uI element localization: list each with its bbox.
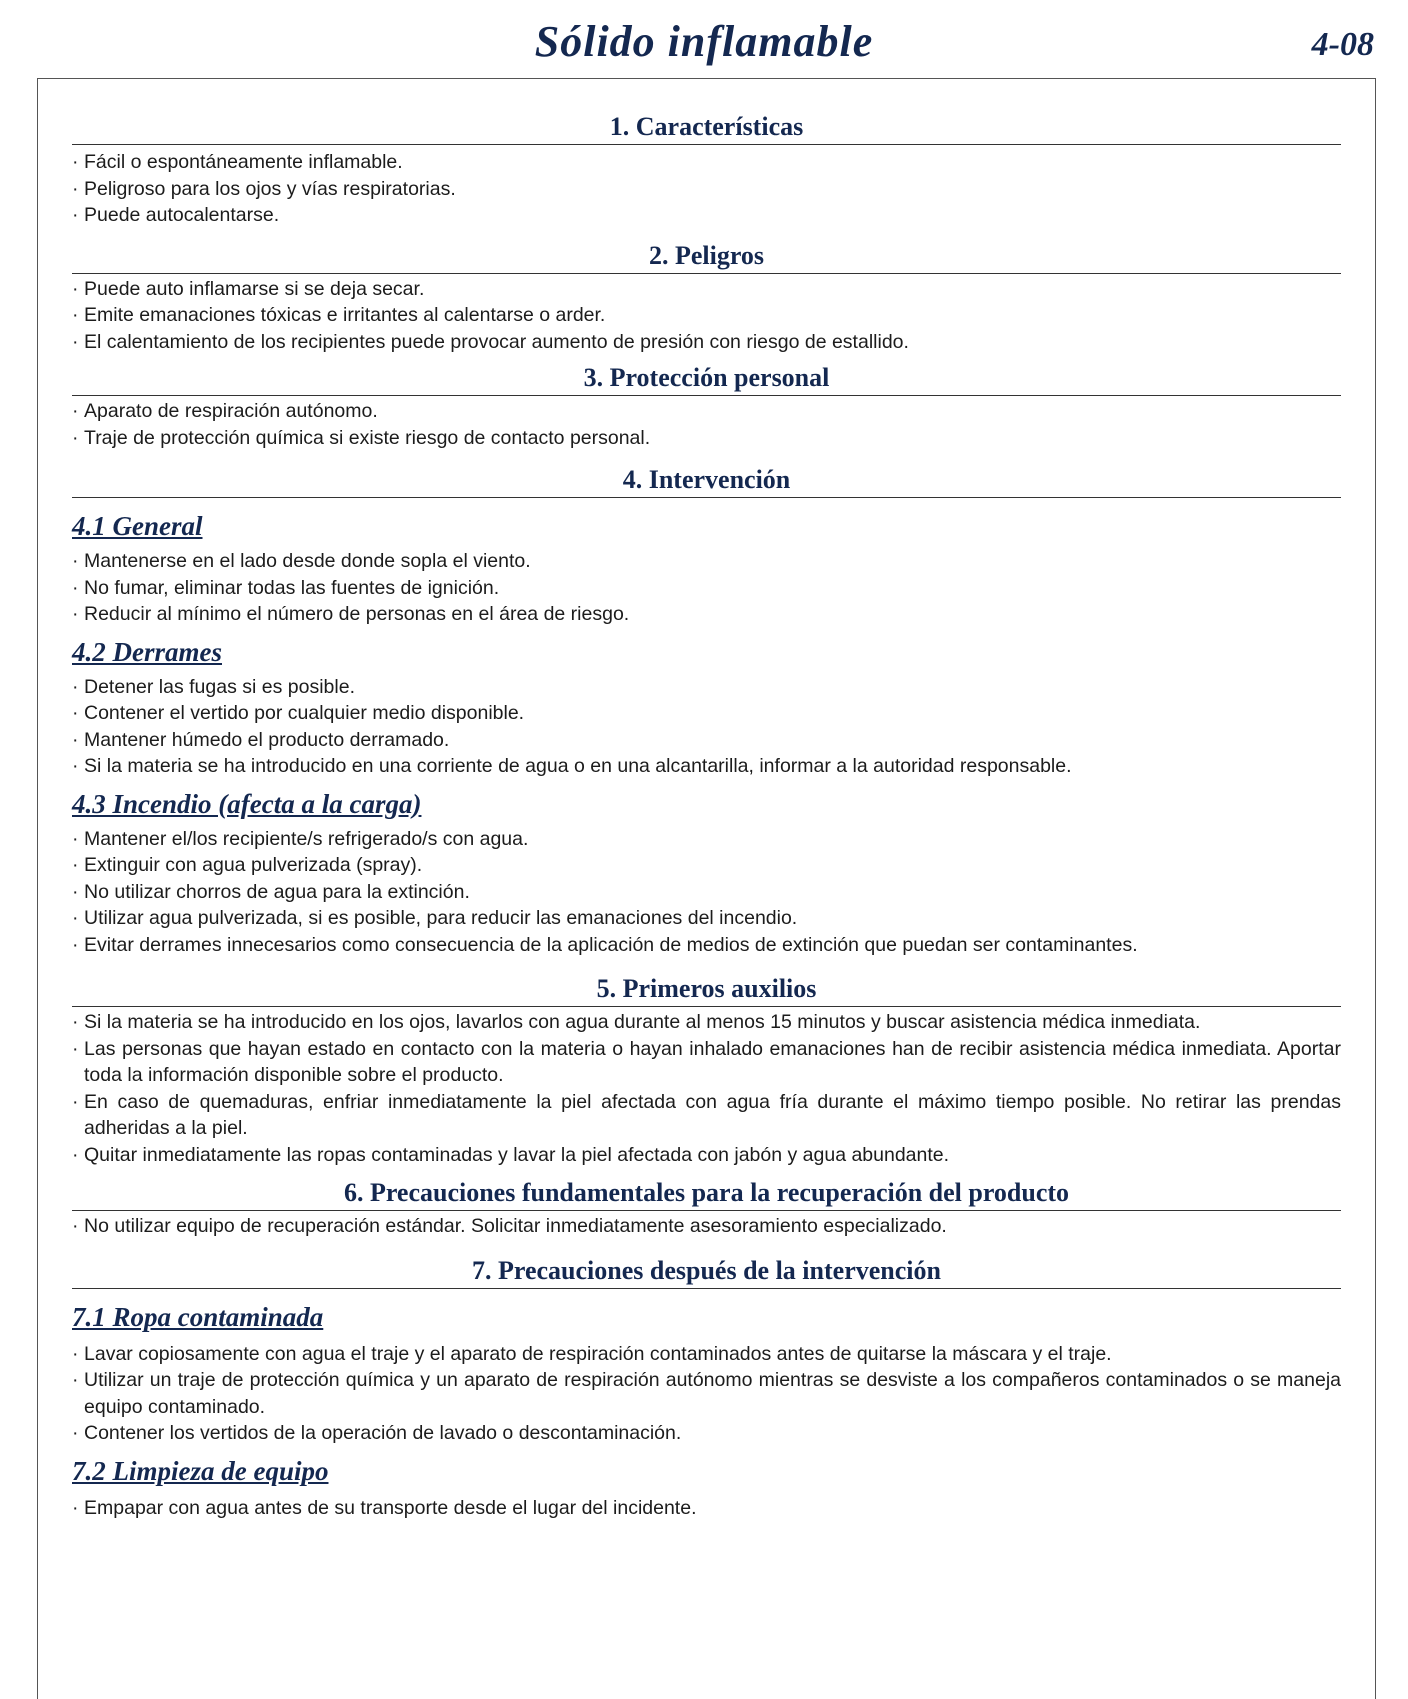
list-item: · Lavar copiosamente con agua el traje y el aparato de respiración contaminados antes de quitarse la máscara y el traje. [72,1341,1341,1368]
list-item: · Fácil o espontáneamente inflamable. [72,149,1341,176]
section-primeros-auxilios [72,972,1341,1168]
list-item: · Utilizar un traje de protección química y un aparato de respiración autónomo mientras se desviste a los compañeros contaminados o se maneja equipo contaminado. [72,1367,1341,1420]
bullet-list [72,826,1341,959]
list-item: · Las personas que hayan estado en contacto con la materia o hayan inhalado emanaciones han de recibir asistencia médica inmediata. Aportar toda la información disponible sobre el producto. [72,1036,1341,1089]
section-precauciones-recuperacion [72,1176,1341,1240]
list-item: · El calentamiento de los recipientes puede provocar aumento de presión con riesgo de estallido. [72,329,1341,356]
section-heading: 6. Precauciones fundamentales para la recuperación del producto [72,1176,1341,1211]
list-item: · Mantener el/los recipiente/s refrigerado/s con agua. [72,826,1341,853]
bullet-list [72,1009,1341,1168]
list-item: · En caso de quemaduras, enfriar inmediatamente la piel afectada con agua fría durante el máximo tiempo posible. No retirar las prendas adheridas a la piel. [72,1089,1341,1142]
subsection-heading: 4.1 General [72,511,203,541]
subsection-heading: 7.1 Ropa contaminada [72,1301,324,1332]
list-item: · No utilizar chorros de agua para la extinción. [72,879,1341,906]
bullet-list [72,149,1341,229]
section-heading: 1. Características [72,110,1341,145]
subsection-heading: 4.2 Derrames [72,636,222,667]
list-item: · Detener las fugas si es posible. [72,674,1341,701]
list-item: · Puede autocalentarse. [72,202,1341,229]
subsection-heading: 7.2 Limpieza de equipo [72,1455,329,1486]
list-item: · Reducir al mínimo el número de personas en el área de riesgo. [72,601,1341,628]
list-item: · No fumar, eliminar todas las fuentes de ignición. [72,575,1341,602]
list-item: · Utilizar agua pulverizada, si es posible, para reducir las emanaciones del incendio. [72,905,1341,932]
bullet-list [72,398,1341,451]
section-caracteristicas [72,110,1341,229]
bullet-list [72,674,1341,780]
list-item: · Aparato de respiración autónomo. [72,398,1341,425]
bullet-list [72,1213,1341,1240]
section-peligros [72,239,1341,356]
list-item: · Peligroso para los ojos y vías respiratorias. [72,176,1341,203]
document-body [72,110,1341,1521]
section-heading: 4. Intervención [72,463,1341,498]
section-heading: 3. Protección personal [72,361,1341,396]
list-item: · No utilizar equipo de recuperación estándar. Solicitar inmediatamente asesoramiento especializado. [72,1213,1341,1240]
list-item: · Si la materia se ha introducido en una corriente de agua o en una alcantarilla, informar a la autoridad responsable. [72,753,1341,780]
section-precauciones-despues [72,1254,1341,1522]
list-item: · Evitar derrames innecesarios como consecuencia de la aplicación de medios de extinción que puedan ser contaminantes. [72,932,1341,959]
list-item: · Puede auto inflamarse si se deja secar. [72,276,1341,303]
list-item: · Empapar con agua antes de su transporte desde el lugar del incidente. [72,1495,1341,1522]
section-heading: 5. Primeros auxilios [72,972,1341,1007]
bullet-list [72,276,1341,356]
section-proteccion-personal [72,361,1341,451]
list-item: · Mantener húmedo el producto derramado. [72,727,1341,754]
list-item: · Extinguir con agua pulverizada (spray). [72,852,1341,879]
section-heading: 7. Precauciones después de la intervención [72,1254,1341,1289]
list-item: · Contener los vertidos de la operación de lavado o descontaminación. [72,1420,1341,1447]
list-item: · Quitar inmediatamente las ropas contaminadas y lavar la piel afectada con jabón y agua abundante. [72,1142,1341,1169]
subsection-heading: 4.3 Incendio (afecta a la carga) [72,788,422,819]
document-code: 4-08 [1311,26,1374,63]
section-intervencion [72,463,1341,958]
list-item: · Traje de protección química si existe riesgo de contacto personal. [72,425,1341,452]
list-item: · Mantenerse en el lado desde donde sopla el viento. [72,548,1341,575]
section-heading: 2. Peligros [72,239,1341,274]
list-item: · Emite emanaciones tóxicas e irritantes al calentarse o arder. [72,302,1341,329]
page-title: Sólido inflamable [534,17,874,66]
list-item: · Contener el vertido por cualquier medio disponible. [72,700,1341,727]
bullet-list [72,1341,1341,1447]
bullet-list [72,1495,1341,1522]
list-item: · Si la materia se ha introducido en los ojos, lavarlos con agua durante al menos 15 minutos y buscar asistencia médica inmediata. [72,1009,1341,1036]
bullet-list [72,548,1341,628]
